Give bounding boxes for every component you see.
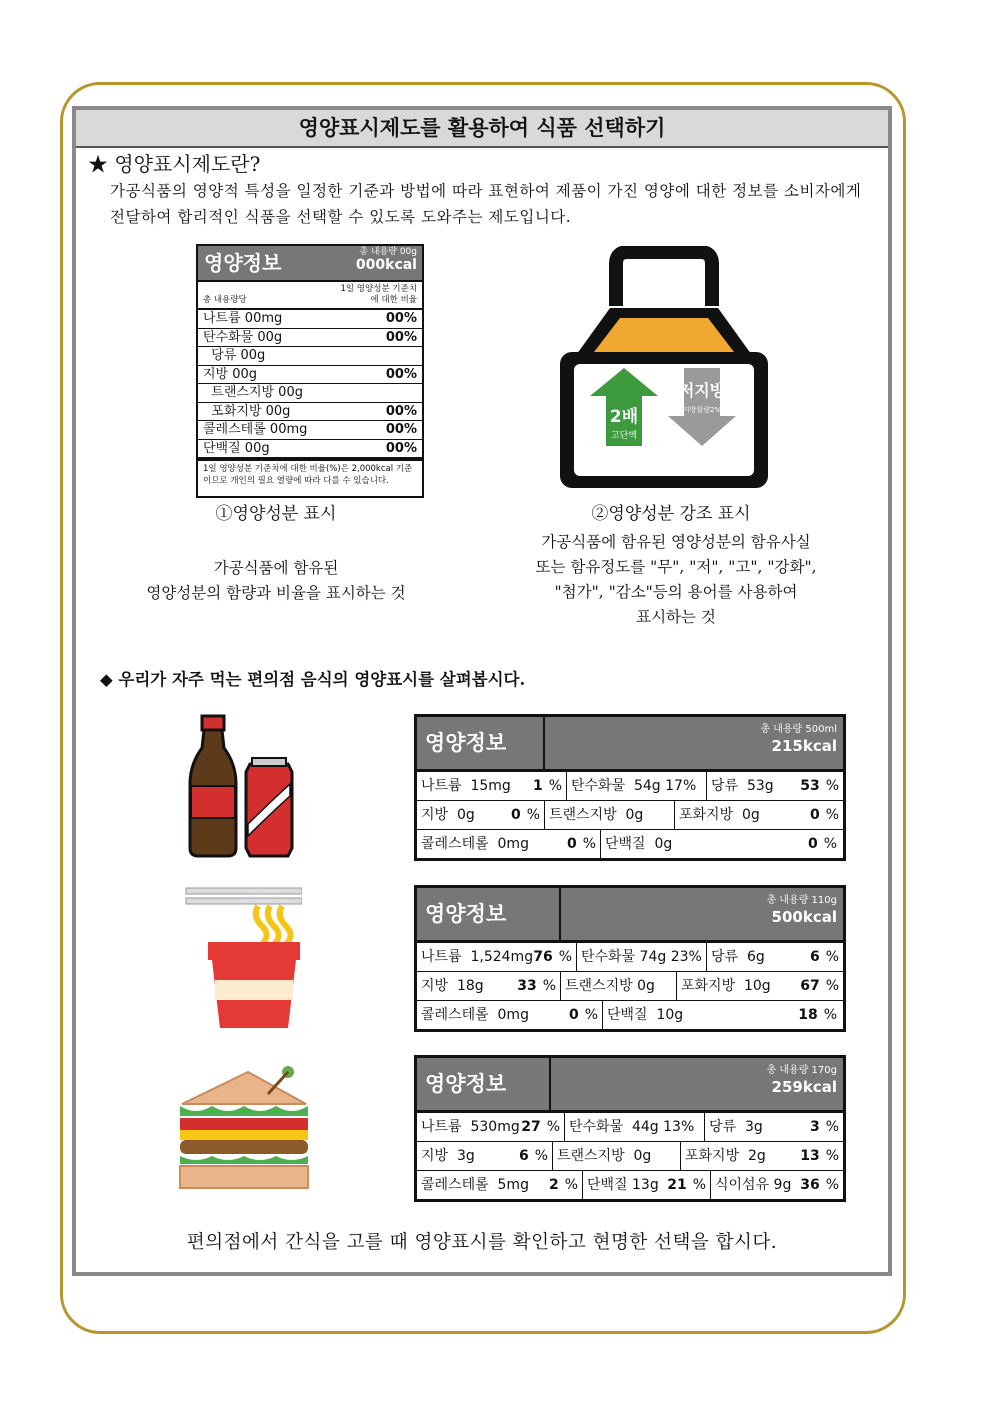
nutrient-name: 포화지방 10g bbox=[681, 978, 771, 994]
nutrient-name: 단백질 10g bbox=[607, 1007, 684, 1023]
nutrient-name: 나트륨 530mg bbox=[421, 1119, 520, 1135]
label-row-name: 지방 00g bbox=[203, 366, 258, 382]
label-row bbox=[198, 421, 422, 440]
nutrient-cell bbox=[711, 1171, 843, 1199]
caption2-line: 또는 함유정도를 "무", "저", "고", "강화", bbox=[535, 558, 817, 576]
caption2-body bbox=[496, 530, 856, 630]
nutrient-name: 단백질 0g bbox=[605, 836, 673, 852]
pct-unit: % bbox=[564, 1177, 578, 1193]
label-row bbox=[417, 772, 843, 801]
nutrient-name: 당류 6g bbox=[711, 949, 765, 965]
nutrient-name: 단백질 13g bbox=[587, 1177, 659, 1193]
label-kcal: 500kcal bbox=[771, 908, 837, 926]
pct-unit: % bbox=[825, 778, 839, 794]
caption1-body bbox=[106, 556, 446, 606]
caption2-line: "첨가", "감소"등의 용어를 사용하여 bbox=[554, 583, 798, 601]
claim-right-sub: 지방함량2% bbox=[682, 406, 722, 414]
pct-unit: % bbox=[542, 978, 556, 994]
nutrient-pct: 0 bbox=[807, 836, 818, 852]
label-kcal: 215kcal bbox=[771, 737, 837, 755]
caption1-line: 가공식품에 함유된 bbox=[213, 559, 339, 577]
nutrient-name: 지방 0g bbox=[421, 807, 475, 823]
pct-unit: % bbox=[823, 1007, 837, 1023]
label-total: 총 내용량 110g bbox=[766, 895, 837, 906]
nutrient-pct: 13 bbox=[800, 1148, 820, 1164]
nutrient-pct: 27 bbox=[521, 1119, 541, 1135]
label-note: 1일 영양성분 기준치에 대한 비율(%)은 2,000kcal 기준이므로 개인의 필요 열량에 따라 다를 수 있습니다. bbox=[198, 458, 422, 489]
label-row bbox=[417, 943, 843, 972]
nutrient-cell bbox=[583, 1171, 711, 1199]
section-heading: ★ 영양표시제도란? bbox=[88, 152, 261, 176]
nutrient-name: 탄수화물 54g 17% bbox=[571, 778, 697, 794]
nutrient-pct: 33 bbox=[517, 978, 537, 994]
label-row-pct: 00% bbox=[385, 422, 417, 437]
pct-unit: % bbox=[534, 1148, 548, 1164]
nutrient-cell bbox=[675, 801, 843, 829]
label-total: 총 내용량 00g bbox=[359, 247, 417, 257]
label-row-pct: 00% bbox=[385, 311, 417, 326]
label-row bbox=[417, 801, 843, 830]
nutrient-pct: 6 bbox=[518, 1148, 529, 1164]
pct-unit: % bbox=[825, 1177, 839, 1193]
subsection-title: ◆ 우리가 자주 먹는 편의점 음식의 영양표시를 살펴봅시다. bbox=[100, 670, 526, 689]
label-row-pct: 00% bbox=[385, 403, 417, 419]
caption1-title: ①영양성분 표시 bbox=[215, 504, 337, 524]
nutrient-cell bbox=[577, 943, 707, 971]
claim-right-text: 저지방 bbox=[678, 381, 726, 400]
nutrient-name: 당류 3g bbox=[709, 1119, 763, 1135]
nutrient-cell bbox=[417, 1171, 583, 1199]
nutrient-name: 지방 3g bbox=[421, 1148, 475, 1164]
page-title: 영양표시제도를 활용하여 식품 선택하기 bbox=[76, 110, 888, 148]
nutrient-pct: 18 bbox=[798, 1007, 818, 1023]
pct-unit: % bbox=[825, 949, 839, 965]
pct-unit: % bbox=[546, 1119, 560, 1135]
label-row bbox=[198, 310, 422, 329]
pct-unit: % bbox=[825, 1148, 839, 1164]
label-row bbox=[417, 1171, 843, 1199]
nutrient-pct: 21 bbox=[667, 1177, 687, 1193]
pct-unit: % bbox=[558, 949, 572, 965]
label-row bbox=[198, 403, 422, 422]
label-row-pct: 00% bbox=[385, 366, 417, 382]
nutrient-cell bbox=[417, 830, 601, 858]
pct-unit: % bbox=[582, 836, 596, 852]
nutrient-name: 트랜스지방 0g bbox=[565, 978, 655, 994]
nutrition-label bbox=[414, 714, 846, 861]
nutrient-cell bbox=[705, 1113, 843, 1141]
nutrient-pct: 0 bbox=[568, 1007, 579, 1023]
label-row-name: 단백질 00g bbox=[203, 440, 270, 456]
pct-unit: % bbox=[825, 978, 839, 994]
nutrient-name: 식이섬유 9g bbox=[715, 1177, 792, 1193]
nutrient-pct: 0 bbox=[809, 807, 820, 823]
claim-left-sub: 고단백 bbox=[610, 431, 638, 441]
cup-noodle-icon bbox=[182, 886, 302, 1030]
label-total: 총 내용량 500ml bbox=[760, 724, 837, 735]
sandwich-icon bbox=[176, 1064, 312, 1194]
nutrient-name: 트랜스지방 0g bbox=[557, 1148, 652, 1164]
nutrient-name: 나트륨 15mg bbox=[421, 778, 511, 794]
content-panel bbox=[72, 106, 892, 1276]
label-row-pct: 00% bbox=[385, 329, 417, 345]
nutrient-pct: 3 bbox=[809, 1119, 820, 1135]
nutrient-name: 당류 53g bbox=[711, 778, 774, 794]
nutrient-cell bbox=[545, 801, 675, 829]
nutrient-name: 콜레스테롤 0mg bbox=[421, 1007, 529, 1023]
label-title: 영양정보 bbox=[417, 717, 545, 769]
label-row-name: 탄수화물 00g bbox=[203, 329, 283, 345]
sample-nutrition-label bbox=[196, 244, 424, 498]
nutrient-cell bbox=[677, 972, 843, 1000]
nutrient-cell bbox=[601, 830, 841, 858]
label-row bbox=[198, 366, 422, 385]
intro-text: 가공식품의 영양적 특성을 일정한 기준과 방법에 따라 표현하여 제품이 가진 영양에 대한 정보를 소비자에게 전달하여 합리적인 식품을 선택할 수 있도록 도와주는 제도입니다. bbox=[110, 182, 862, 226]
nutrient-pct: 1 bbox=[532, 778, 543, 794]
nutrient-cell bbox=[707, 943, 843, 971]
nutrient-cell bbox=[417, 943, 577, 971]
nutrient-pct: 76 bbox=[533, 949, 553, 965]
nutrient-name: 탄수화물 44g 13% bbox=[569, 1119, 695, 1135]
label-row bbox=[417, 830, 843, 858]
nutrient-cell bbox=[417, 801, 545, 829]
caption2-line: 표시하는 것 bbox=[636, 608, 716, 626]
nutrient-cell bbox=[417, 1142, 553, 1170]
nutrient-cell bbox=[603, 1001, 841, 1029]
label-row-name: 트랜스지방 00g bbox=[203, 385, 303, 400]
nutrient-cell bbox=[417, 972, 561, 1000]
label-row bbox=[417, 1001, 843, 1029]
nutrient-name: 포화지방 0g bbox=[679, 807, 760, 823]
nutrient-pct: 0 bbox=[510, 807, 521, 823]
label-row-name: 당류 00g bbox=[203, 348, 266, 363]
label-ratio: 1일 영양성분 기준치에 대한 비율 bbox=[340, 284, 417, 305]
nutrient-pct: 53 bbox=[800, 778, 820, 794]
nutrient-cell bbox=[681, 1142, 843, 1170]
label-title: 영양정보 bbox=[417, 888, 561, 940]
pct-unit: % bbox=[825, 807, 839, 823]
claim-left-text: 2배 bbox=[609, 407, 639, 427]
nutrient-cell bbox=[567, 772, 707, 800]
label-row bbox=[417, 1142, 843, 1171]
nutrient-name: 지방 18g bbox=[421, 978, 484, 994]
nutrient-name: 트랜스지방 0g bbox=[549, 807, 644, 823]
pct-unit: % bbox=[584, 1007, 598, 1023]
nutrient-pct: 67 bbox=[800, 978, 820, 994]
pct-unit: % bbox=[823, 836, 837, 852]
label-kcal: 000kcal bbox=[355, 257, 417, 273]
nutrient-name: 탄수화물 74g 23% bbox=[581, 949, 702, 965]
label-per: 총 내용량당 bbox=[203, 295, 247, 305]
nutrition-label bbox=[414, 885, 846, 1032]
nutrient-cell bbox=[553, 1142, 681, 1170]
caption2-line: 가공식품에 함유된 영양성분의 함유사실 bbox=[541, 533, 811, 551]
pct-unit: % bbox=[692, 1177, 706, 1193]
label-row bbox=[198, 384, 422, 403]
label-row bbox=[417, 972, 843, 1001]
nutrient-name: 콜레스테롤 5mg bbox=[421, 1177, 529, 1193]
nutrient-pct: 6 bbox=[809, 949, 820, 965]
nutrient-cell bbox=[417, 1113, 565, 1141]
label-row-name: 콜레스테롤 00mg bbox=[203, 422, 308, 437]
label-row bbox=[198, 347, 422, 366]
soda-icon bbox=[188, 714, 298, 858]
label-row bbox=[198, 329, 422, 348]
label-kcal: 259kcal bbox=[771, 1078, 837, 1096]
nutrition-claim-box-icon bbox=[554, 246, 774, 496]
nutrient-pct: 0 bbox=[566, 836, 577, 852]
label-row bbox=[417, 1113, 843, 1142]
pct-unit: % bbox=[526, 807, 540, 823]
label-row bbox=[198, 440, 422, 459]
caption1-line: 영양성분의 함량과 비율을 표시하는 것 bbox=[146, 584, 406, 602]
pct-unit: % bbox=[825, 1119, 839, 1135]
nutrient-name: 포화지방 2g bbox=[685, 1148, 766, 1164]
nutrient-pct: 36 bbox=[800, 1177, 820, 1193]
nutrient-cell bbox=[565, 1113, 705, 1141]
label-title: 영양정보 bbox=[198, 246, 308, 280]
nutrient-cell bbox=[707, 772, 843, 800]
nutrient-cell bbox=[561, 972, 677, 1000]
label-row-name: 포화지방 00g bbox=[203, 403, 291, 419]
nutrient-cell bbox=[417, 772, 567, 800]
nutrient-name: 콜레스테롤 0mg bbox=[421, 836, 529, 852]
pct-unit: % bbox=[548, 778, 562, 794]
nutrition-label bbox=[414, 1055, 846, 1202]
nutrient-name: 나트륨 1,524mg bbox=[421, 949, 534, 965]
label-total: 총 내용량 170g bbox=[766, 1065, 837, 1076]
label-row-pct: 00% bbox=[385, 440, 417, 456]
closing-message: 편의점에서 간식을 고를 때 영양표시를 확인하고 현명한 선택을 합시다. bbox=[186, 1232, 778, 1253]
label-title: 영양정보 bbox=[417, 1058, 551, 1110]
nutrient-pct: 2 bbox=[548, 1177, 559, 1193]
caption2-title: ②영양성분 강조 표시 bbox=[591, 504, 751, 524]
label-row-name: 나트륨 00mg bbox=[203, 311, 283, 326]
nutrient-cell bbox=[417, 1001, 603, 1029]
